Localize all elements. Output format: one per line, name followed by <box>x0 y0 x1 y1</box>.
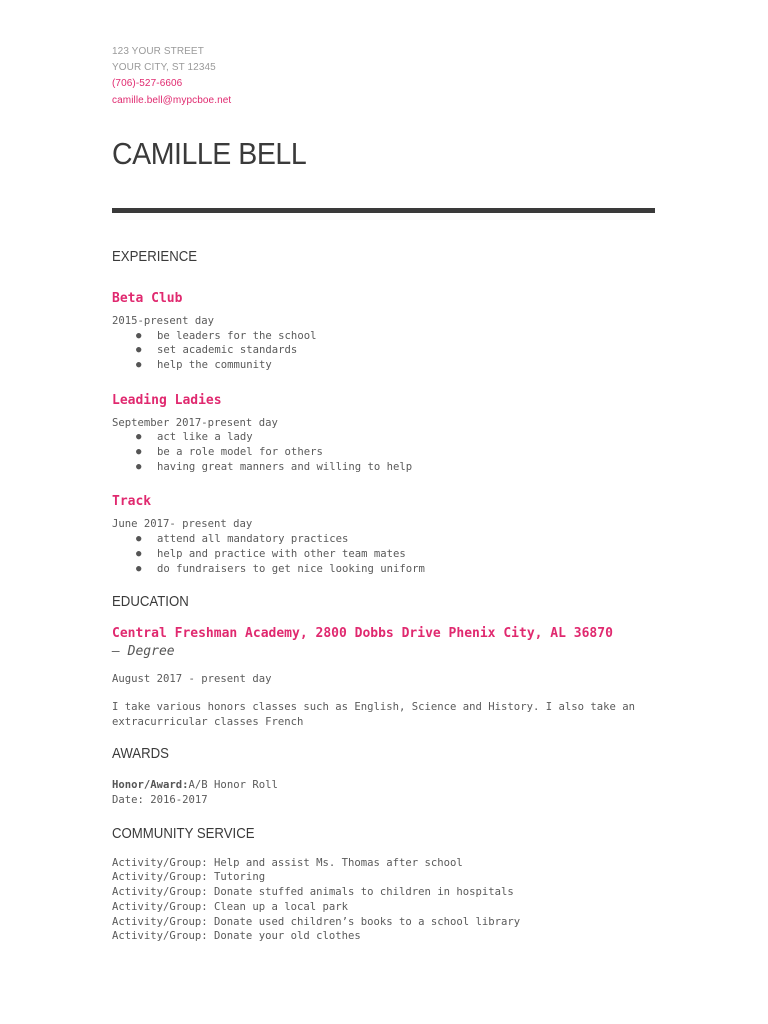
list-item: Activity/Group: Help and assist Ms. Thomas after school <box>112 856 463 869</box>
community-service-list <box>112 856 657 944</box>
award-label: Honor/Award: <box>112 779 189 792</box>
list-item: ● be a role model for others <box>136 446 323 459</box>
list-item: Activity/Group: Donate your old clothes <box>112 930 361 943</box>
awards-heading: AWARDS <box>112 745 169 763</box>
education-description: I take various honors classes such as English, Science and History. I also take an extracurricular classes French <box>112 700 635 728</box>
entry-title: Leading Ladies <box>112 392 222 408</box>
list-item: ● help the community <box>136 358 272 371</box>
list-item: ● set academic standards <box>136 344 298 357</box>
entry-dates: September 2017-present day <box>112 416 278 429</box>
resume-page <box>112 44 657 944</box>
degree-label: — Degree <box>112 644 175 660</box>
bullet-icon: ● <box>136 330 142 341</box>
list-item: ● be leaders for the school <box>136 329 317 342</box>
experience-heading: EXPERIENCE <box>112 247 198 265</box>
award-value: A/B Honor Roll <box>188 779 278 792</box>
contact-block <box>112 44 657 109</box>
phone-number: (706)-527-6606 <box>112 78 183 90</box>
city-state-zip: YOUR CITY, ST 12345 <box>112 62 216 74</box>
bullet-icon: ● <box>136 548 142 559</box>
experience-entry-beta-club <box>112 290 657 373</box>
entry-title: Beta Club <box>112 290 183 306</box>
experience-entry-leading-ladies <box>112 392 657 475</box>
education-heading: EDUCATION <box>112 593 189 611</box>
list-item: ● help and practice with other team mates <box>136 547 406 560</box>
education-entry <box>112 625 657 729</box>
entry-dates: June 2017- present day <box>112 518 253 531</box>
entry-title: Track <box>112 494 152 510</box>
award-line <box>112 778 657 793</box>
header-divider <box>112 208 655 213</box>
list-item: Activity/Group: Clean up a local park <box>112 900 348 913</box>
list-item: Activity/Group: Donate stuffed animals to children in hospitals <box>112 886 514 899</box>
bullet-icon: ● <box>136 447 142 458</box>
bullet-icon: ● <box>136 534 142 545</box>
street-address: 123 YOUR STREET <box>112 46 204 57</box>
award-date: Date: 2016-2017 <box>112 794 208 807</box>
bullet-icon: ● <box>136 432 142 443</box>
list-item: ● do fundraisers to get nice looking uniform <box>136 562 425 575</box>
person-name: CAMILLE BELL <box>112 135 307 171</box>
awards-entry <box>112 778 657 807</box>
entry-bullets <box>112 430 657 474</box>
community-service-heading: COMMUNITY SERVICE <box>112 824 255 842</box>
entry-bullets <box>112 532 657 576</box>
list-item: ● having great manners and willing to help <box>136 460 413 473</box>
bullet-icon: ● <box>136 359 142 370</box>
entry-bullets <box>112 329 657 373</box>
email-address: camille.bell@mypcboe.net <box>112 94 232 106</box>
education-dates: August 2017 - present day <box>112 673 272 686</box>
experience-entry-track <box>112 493 657 576</box>
list-item: Activity/Group: Donate used children’s books to a school library <box>112 915 521 928</box>
bullet-icon: ● <box>136 461 142 472</box>
list-item: ● attend all mandatory practices <box>136 533 349 546</box>
entry-dates: 2015-present day <box>112 314 215 327</box>
list-item: Activity/Group: Tutoring <box>112 871 266 884</box>
bullet-icon: ● <box>136 563 142 574</box>
school-name: Central Freshman Academy, 2800 Dobbs Drive Phenix City, AL 36870 <box>112 626 613 642</box>
list-item: ● act like a lady <box>136 431 253 444</box>
bullet-icon: ● <box>136 345 142 356</box>
